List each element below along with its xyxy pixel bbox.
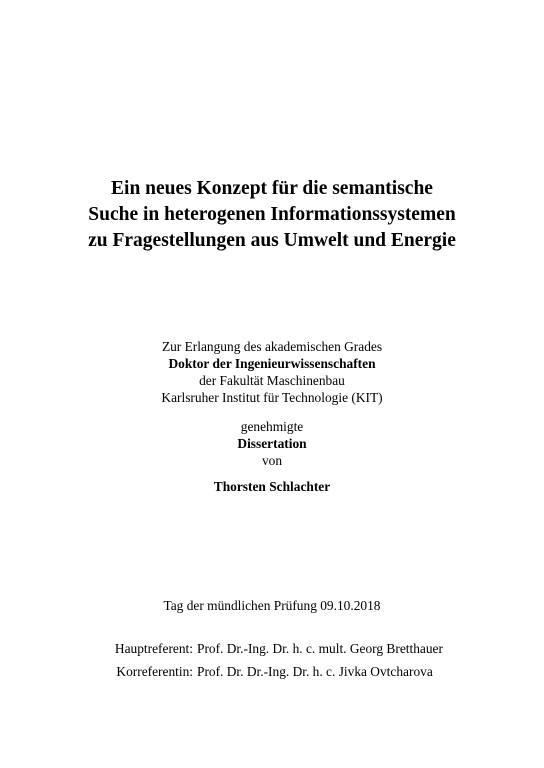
referees xyxy=(0,637,544,683)
title-line-2: Suche in heterogenen Informationssystemen xyxy=(88,204,456,225)
oral-exam-date: Tag der mündlichen Prüfung 09.10.2018 xyxy=(163,598,381,613)
main-referee-name: Prof. Dr.-Ing. Dr. h. c. mult. Georg Bretthauer xyxy=(197,641,443,656)
approval-statement xyxy=(0,418,544,469)
title-line-1: Ein neues Konzept für die semantische xyxy=(111,178,433,199)
institution-name: Karlsruher Institut für Technologie (KIT) xyxy=(161,390,383,405)
title-line-3: zu Fragestellungen aus Umwelt und Energie xyxy=(88,230,456,251)
by-label: von xyxy=(261,453,283,468)
author-section xyxy=(0,478,544,495)
author-name: Thorsten Schlachter xyxy=(213,479,331,494)
approved-label: genehmigte xyxy=(240,419,304,434)
exam-section xyxy=(0,597,544,614)
faculty-name: der Fakultät Maschinenbau xyxy=(199,373,345,388)
co-referee xyxy=(0,660,544,683)
document-type: Dissertation xyxy=(237,436,307,451)
degree-statement xyxy=(0,338,544,406)
co-referee-name: Prof. Dr. Dr.-Ing. Dr. h. c. Jivka Ovtcharova xyxy=(197,664,433,679)
main-referee xyxy=(0,637,544,660)
dissertation-title xyxy=(0,176,544,254)
degree-name: Doktor der Ingenieurwissenschaften xyxy=(168,356,376,371)
co-referee-role: Korreferentin: xyxy=(116,664,193,679)
degree-purpose: Zur Erlangung des akademischen Grades xyxy=(161,339,383,354)
main-referee-role: Hauptreferent: xyxy=(114,641,193,656)
